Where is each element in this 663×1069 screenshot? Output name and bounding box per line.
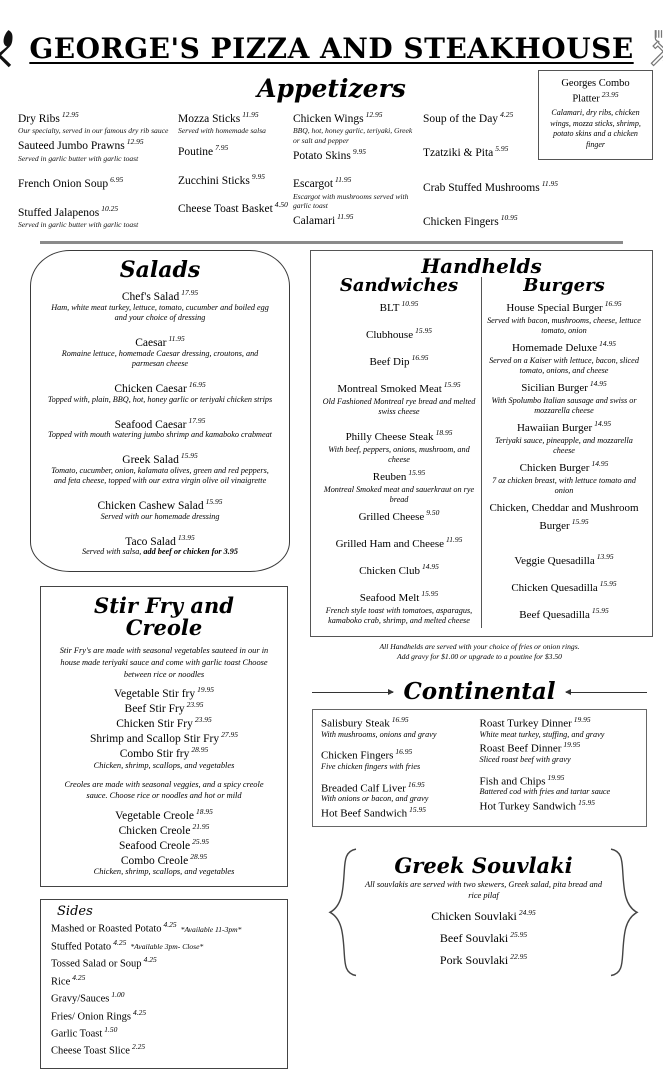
item-description: With Spolumbo Italian sausage and swiss or mozzarella cheese (491, 395, 637, 416)
item-price: 11.95 (242, 110, 259, 120)
menu-item (293, 212, 419, 228)
combo-description: Calamari, dry ribs, chicken wings, mozza sticks, shrimp, potato skins and a chicken finger (550, 107, 641, 150)
item-price: 22.95 (510, 951, 528, 961)
item-description: Served in garlic butter with garlic toast (18, 219, 139, 229)
handhelds-note (306, 642, 653, 663)
menu-item (321, 747, 474, 772)
menu-item (480, 715, 633, 740)
item-name: Chicken Club (359, 564, 420, 577)
menu-item (487, 418, 641, 457)
item-price: 19.95 (563, 740, 581, 750)
item-name: Pork Souvlaki (439, 952, 509, 967)
item-price: 13.95 (177, 532, 195, 542)
item-description: Served in garlic butter with garlic toast (18, 153, 139, 163)
item-name: Chicken Fingers (423, 215, 499, 228)
item-description: Battered cod with fries and tartar sauce (479, 787, 611, 797)
appetizers-column-3 (293, 110, 423, 229)
item-price: 15.95 (599, 578, 617, 588)
item-name: Sicilian Burger (521, 381, 588, 394)
menu-item (321, 715, 474, 740)
stirfry-subnote: Chicken, shrimp, scallops, and vegetables (93, 760, 235, 770)
item-price: 18.95 (435, 427, 453, 437)
item-name: Hot Beef Sandwich (321, 807, 408, 820)
menu-item (322, 325, 476, 343)
item-description: Ham, white meat turkey, lettuce, tomato, cucumber and boiled egg and your choice of dressing (51, 302, 269, 323)
menu-item (487, 578, 641, 596)
item-price: 14.95 (591, 458, 609, 468)
menu-item (53, 745, 275, 760)
item-description: Topped with, plain, BBQ, hot, honey garlic or teriyaki chicken strips (47, 394, 273, 404)
item-name: Beef Souvlaki (439, 930, 509, 945)
item-price: 21.95 (192, 821, 210, 831)
item-price: 17.95 (188, 415, 206, 425)
item-name: Reuben (372, 470, 407, 483)
combo-name (546, 77, 645, 106)
item-price: 10.25 (101, 203, 119, 213)
item-name: Homemade Deluxe (511, 341, 598, 354)
item-description: Topped with mouth watering jumbo shrimp and kamaboko crabmeat (48, 430, 272, 440)
item-name: Chicken Fingers (321, 750, 394, 763)
item-price: 15.95 (591, 605, 609, 615)
item-price: 19.95 (573, 715, 591, 725)
item-price: 4.25 (163, 920, 177, 930)
stirfry-creole-section (40, 586, 288, 887)
menu-item (51, 920, 277, 937)
item-price: 5.95 (495, 144, 509, 154)
menu-item (293, 175, 419, 211)
item-name: Chicken Creole (118, 824, 191, 837)
item-price: 23.95 (186, 700, 204, 710)
item-name: Gravy/Sauces (51, 993, 110, 1005)
item-description: White meat turkey, stuffing, and gravy (479, 729, 605, 739)
item-name: Salisbury Steak (321, 717, 390, 730)
menu-item (293, 147, 419, 163)
item-price: 25.95 (510, 929, 528, 939)
menu-item (51, 938, 277, 955)
item-price: 19.95 (547, 772, 565, 782)
menu-item (480, 773, 633, 798)
menu-item (53, 685, 275, 700)
sandwiches-column (317, 274, 482, 628)
item-name: Sauteed Jumbo Prawns (18, 140, 125, 153)
menu-header (0, 0, 663, 74)
left-column (10, 250, 298, 1069)
item-price: 15.95 (421, 588, 439, 598)
menu-item (51, 973, 277, 990)
continental-title: Continental (403, 678, 556, 706)
item-name: Combo Creole (120, 854, 189, 867)
item-price: 11.95 (446, 534, 463, 544)
item-name: Greek Salad (122, 453, 179, 466)
menu-item (178, 110, 289, 136)
menu-item (423, 179, 641, 195)
menu-item (322, 507, 476, 525)
item-price: 12.95 (126, 137, 144, 147)
item-price: 16.95 (411, 352, 429, 362)
menu-item (487, 551, 641, 569)
item-description: Our specialty, served in our famous dry rib sauce (18, 126, 169, 136)
item-price: 16.95 (407, 779, 425, 789)
item-price: 27.95 (221, 729, 238, 739)
item-description: With mushrooms, onions and gravy (321, 729, 437, 739)
item-name: Seafood Caesar (114, 418, 187, 431)
item-description: With beef, peppers, onions, mushroom, and cheese (328, 444, 470, 465)
item-name: Dry Ribs (18, 113, 60, 126)
handhelds-section (310, 250, 653, 637)
item-description: Served with our homemade dressing (100, 511, 220, 521)
menu-item (322, 534, 476, 552)
page-title: GEORGE'S PIZZA AND STEAKHOUSE (29, 31, 634, 65)
item-name: Garlic Toast (51, 1028, 103, 1040)
item-price: 13.95 (596, 551, 614, 561)
continental-box (312, 709, 647, 827)
item-price: 23.95 (194, 715, 212, 725)
item-price: 11.95 (168, 333, 185, 343)
item-name: Taco Salad (125, 535, 176, 548)
menu-item (322, 379, 476, 418)
item-name: Calamari (293, 215, 336, 228)
item-name: Mashed or Roasted Potato (51, 923, 162, 935)
menu-item (51, 990, 277, 1007)
item-description (45, 547, 275, 558)
arrow-line-left-icon (312, 692, 393, 693)
menu-body (0, 244, 663, 1069)
appetizers-section (0, 76, 663, 231)
item-name: Fish and Chips (479, 775, 546, 788)
item-price: 11.95 (337, 212, 354, 222)
item-name: Shrimp and Scallop Stir Fry (90, 732, 220, 745)
appetizers-column-1 (18, 110, 178, 230)
item-name: Soup of the Day (423, 113, 499, 126)
menu-item (423, 213, 641, 229)
item-name: Chicken Wings (293, 113, 364, 126)
item-price: 11.95 (541, 178, 559, 188)
menu-item (45, 533, 275, 558)
menu-item (480, 798, 633, 813)
menu-item (321, 805, 474, 820)
item-name: Chicken, Cheddar and Mushroom Burger (489, 501, 639, 532)
souvlaki-intro: All souvlakis are served with two skewers, Greek salad, pita bread and rice pilaf (364, 879, 603, 901)
handhelds-columns (317, 274, 646, 628)
item-name: Chicken Cashew Salad (97, 499, 204, 512)
item-name: Caesar (135, 336, 167, 349)
item-name: Chicken Caesar (114, 382, 187, 395)
item-name: Rice (51, 976, 71, 988)
item-price: 16.95 (604, 298, 622, 308)
item-name: Chicken Quesadilla (511, 581, 598, 594)
item-price: 15.95 (180, 450, 198, 460)
menu-item (53, 852, 275, 867)
menu-item (362, 930, 605, 946)
item-price: 9.50 (426, 507, 440, 517)
sides-section (40, 899, 288, 1068)
item-price: 16.95 (391, 715, 409, 725)
crossed-fork-knife-outline-icon (644, 26, 663, 70)
menu-item (45, 451, 275, 487)
item-price: 15.95 (205, 497, 223, 507)
item-price: 15.95 (409, 805, 427, 815)
combo-name-line1: Georges Combo (561, 78, 630, 89)
item-name: Beef Dip (369, 355, 410, 368)
item-description: Romaine lettuce, homemade Caesar dressing, croutons, and parmesan cheese (61, 348, 259, 369)
item-name: Beef Stir Fry (124, 703, 185, 716)
menu-item (53, 822, 275, 837)
menu-item (322, 352, 476, 370)
item-name: House Special Burger (506, 301, 603, 314)
item-price: 12.95 (61, 110, 79, 120)
menu-item (53, 715, 275, 730)
item-name: Escargot (293, 178, 334, 191)
combo-price: 23.95 (601, 90, 619, 100)
menu-item (51, 1025, 277, 1042)
item-name: Poutine (178, 146, 214, 159)
burgers-title: Burgers (523, 274, 605, 296)
item-name: Roast Beef Dinner (479, 743, 562, 756)
stirfry-title: Stir Fry and Creole (94, 593, 234, 641)
item-name: Beef Quesadilla (519, 608, 590, 621)
menu-item (480, 740, 633, 765)
item-name: Zucchini Sticks (178, 174, 250, 187)
item-name: Grilled Ham and Cheese (335, 537, 445, 550)
creole-intro: Creoles are made with seasonal veggies, and a spicy creole sauce. Choose rice or noodles and hot or mild (64, 779, 264, 801)
creole-subnote: Chicken, shrimp, scallops, and vegetables (93, 867, 235, 877)
item-name: Chef's Salad (121, 290, 180, 303)
menu-item (51, 1008, 277, 1025)
item-name: Hawaiian Burger (516, 421, 593, 434)
item-name: Tzatziki & Pita (423, 147, 494, 160)
menu-item (487, 498, 641, 534)
menu-item (18, 204, 174, 230)
item-price: 9.95 (251, 171, 265, 181)
menu-item (18, 175, 174, 191)
item-price: 19.95 (197, 685, 214, 695)
continental-column-2 (480, 715, 639, 820)
item-price: 10.95 (500, 212, 518, 222)
item-price: 4.25 (500, 110, 514, 120)
menu-item (51, 955, 277, 972)
item-description: Sliced roast beef with gravy (479, 755, 571, 765)
item-name: Vegetable Creole (115, 809, 194, 822)
menu-item (322, 298, 476, 316)
menu-item (487, 458, 641, 497)
item-name: Montreal Smoked Meat (337, 382, 442, 395)
item-price: 24.95 (518, 907, 536, 917)
item-name: Cheese Toast Slice (51, 1045, 130, 1057)
handhelds-title: Handhelds (421, 253, 542, 278)
menu-item (322, 588, 476, 627)
appetizers-title: Appetizers (257, 74, 406, 103)
continental-header (312, 680, 647, 704)
item-price: 15.95 (571, 516, 589, 526)
item-price: 4.25 (132, 1007, 147, 1017)
left-brace-icon (328, 847, 358, 978)
menu-item (322, 561, 476, 579)
menu-item (293, 110, 419, 146)
item-name: Grilled Cheese (358, 510, 425, 523)
item-price: 1.00 (111, 990, 125, 1000)
item-price: 4.25 (113, 937, 127, 947)
menu-item (45, 334, 275, 370)
item-name: Crab Stuffed Mushrooms (423, 181, 540, 194)
item-price: 14.95 (594, 418, 612, 428)
item-description-plain: Served with salsa, (81, 547, 144, 557)
continental-column-1 (321, 715, 480, 820)
item-price: 1.50 (104, 1024, 118, 1034)
souvlaki-title: Greek Souvlaki (394, 852, 573, 878)
item-description: Served with bacon, mushrooms, cheese, lettuce tomato, onion (487, 315, 641, 336)
item-price: 15.95 (578, 798, 595, 808)
item-price: 12.95 (365, 110, 383, 120)
item-price: 4.50 (274, 199, 288, 209)
appetizers-column-2 (178, 110, 293, 217)
item-name: Roast Turkey Dinner (479, 717, 572, 730)
item-price: 28.95 (190, 851, 208, 861)
item-description: French style toast with tomatoes, asparagus, kamaboko crab, shrimp, and melted cheese (325, 605, 473, 626)
item-description: BBQ, hot, honey garlic, teriyaki, Greek or salt and pepper (293, 126, 413, 146)
item-price: 9.95 (352, 147, 366, 157)
item-price: 11.95 (335, 175, 352, 185)
menu-item (362, 908, 605, 924)
menu-item (178, 172, 289, 188)
item-price: 14.95 (421, 561, 439, 571)
menu-item (45, 416, 275, 441)
item-name: Chicken Souvlaki (431, 908, 517, 923)
menu-item (178, 143, 289, 159)
item-name: Potato Skins (293, 150, 351, 162)
item-price: 16.95 (188, 380, 206, 390)
item-name: Cheese Toast Basket (178, 202, 273, 215)
salads-section (30, 250, 290, 572)
item-name: Seafood Melt (359, 591, 420, 604)
item-price: 15.95 (415, 325, 432, 335)
menu-item (18, 110, 174, 136)
menu-item (487, 378, 641, 417)
item-price: 25.95 (192, 836, 210, 846)
sides-title: Sides (57, 904, 93, 920)
right-brace-icon (609, 847, 639, 978)
item-name: Chicken Burger (519, 461, 590, 474)
item-name: Philly Cheese Steak (345, 430, 434, 443)
item-name: Veggie Quesadilla (514, 554, 595, 567)
item-description: Escargot with mushrooms served with garlic toast (293, 191, 409, 211)
item-name: Chicken Stir Fry (116, 717, 193, 730)
item-name: BLT (379, 301, 400, 314)
menu-item (487, 338, 641, 377)
menu-item (322, 467, 476, 506)
item-price: 16.95 (395, 747, 413, 757)
menu-item (53, 837, 275, 852)
stirfry-intro: Stir Fry's are made with seasonal vegetables sauteed in our in house made teriyaki sauce and come with garlic toast Choose between rice or noodles (59, 646, 269, 679)
item-price: 28.95 (191, 744, 209, 754)
item-name: Fries/ Onion Rings (51, 1011, 131, 1022)
item-name: Stuffed Jalapenos (18, 206, 100, 219)
menu-item (45, 288, 275, 324)
menu-item (322, 427, 476, 466)
menu-item (53, 807, 275, 822)
item-price: 10.95 (401, 298, 419, 308)
greek-souvlaki-section (328, 847, 639, 978)
menu-item (53, 730, 275, 745)
georges-combo-platter-box (538, 70, 653, 160)
menu-item (45, 380, 275, 405)
sandwiches-title: Sandwiches (339, 274, 459, 296)
item-name: Clubhouse (366, 328, 414, 341)
item-description: With onions or bacon, and gravy (321, 794, 429, 804)
menu-item (487, 298, 641, 337)
item-price: 17.95 (181, 287, 199, 297)
item-description: Five chicken fingers with fries (321, 762, 421, 772)
menu-item (53, 700, 275, 715)
crossed-fork-knife-icon (0, 26, 19, 70)
item-description-bold: add beef or chicken for 3.95 (143, 547, 238, 557)
item-description: Old Fashioned Montreal rye bread and melted swiss cheese (322, 396, 476, 417)
salads-title: Salads (119, 256, 201, 283)
item-description: 7 oz chicken breast, with lettuce tomato and onion (492, 475, 636, 496)
item-price: 18.95 (196, 807, 213, 817)
item-name: French Onion Soup (18, 178, 109, 191)
item-price: 15.95 (443, 379, 461, 389)
item-price: 6.95 (110, 175, 124, 185)
item-name: Vegetable Stir fry (114, 688, 196, 701)
menu-item (45, 497, 275, 522)
continental-section (312, 680, 647, 827)
item-name: Tossed Salad or Soup (51, 958, 142, 970)
item-description: Teriyaki sauce, pineapple, and mozzarella cheese (495, 435, 633, 456)
burgers-column (482, 274, 646, 628)
item-name: Stuffed Potato (51, 941, 112, 953)
item-price: 14.95 (599, 338, 617, 348)
item-name: Mozza Sticks (178, 113, 241, 126)
item-price: 7.95 (215, 143, 229, 153)
menu-item (178, 200, 289, 216)
item-description: Served on a Kaiser with lettuce, bacon, sliced tomato, onions, and cheese (489, 355, 639, 376)
right-column (306, 250, 653, 978)
item-price: 2.25 (131, 1042, 146, 1052)
item-name: Seafood Creole (118, 839, 191, 852)
item-availability: *Available 11-3pm* (180, 924, 242, 934)
menu-item (362, 952, 605, 968)
item-name: Breaded Calf Liver (321, 782, 406, 795)
menu-item (18, 137, 174, 163)
arrow-line-right-icon (566, 692, 647, 693)
item-name: Combo Stir fry (119, 747, 190, 760)
item-description: Served with homemade salsa (178, 126, 266, 136)
menu-item (321, 780, 474, 805)
item-description: Tomato, cucumber, onion, kalamata olives, green and red peppers, and feta cheese, topped with our extra virgin olive oil vinaigrette (51, 465, 269, 486)
handhelds-note-line1: All Handhelds are served with your choice of fries or onion rings. (379, 641, 580, 651)
item-price: 4.25 (72, 972, 86, 982)
handhelds-note-line2: Add gravy for $1.00 or upgrade to a poutine for $3.50 (397, 651, 562, 661)
item-description: Montreal Smoked meat and sauerkraut on rye bread (323, 484, 475, 505)
item-price: 4.25 (143, 955, 157, 965)
combo-name-line2: Platter (572, 93, 600, 105)
item-name: Hot Turkey Sandwich (479, 800, 577, 813)
menu-item (487, 605, 641, 623)
item-price: 15.95 (408, 467, 426, 477)
item-price: 14.95 (589, 378, 607, 388)
menu-item (51, 1042, 277, 1059)
item-availability: *Available 3pm- Close* (130, 942, 204, 952)
